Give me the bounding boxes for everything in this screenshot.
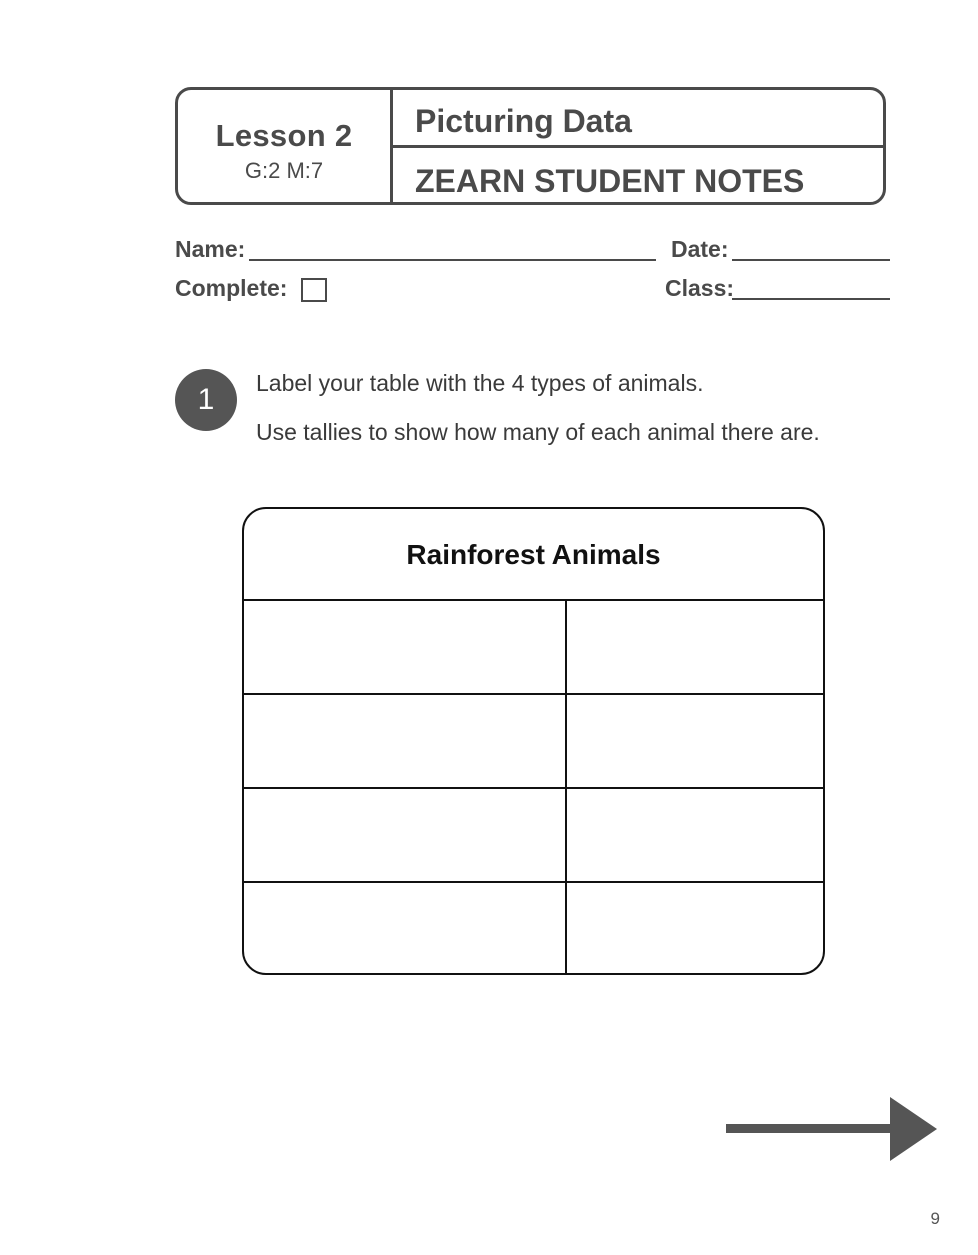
table-title: Rainforest Animals [406,539,661,570]
table-title-row [244,509,823,601]
complete-label: Complete: [175,275,288,301]
animal-cell[interactable] [244,601,567,693]
complete-checkbox[interactable] [301,278,327,302]
class-field[interactable] [732,298,890,300]
rainforest-animals-table [242,507,825,975]
instruction-line-1: Label your table with the 4 types of animals. [256,370,704,396]
name-label: Name: [175,236,246,262]
lesson-header [175,87,886,205]
animal-cell[interactable] [244,789,567,881]
table-row [244,601,823,695]
instruction-line-2: Use tallies to show how many of each animal there are. [256,419,820,445]
class-label: Class: [665,275,735,301]
notes-title-panel [393,148,883,202]
tally-cell[interactable] [567,601,823,693]
table-row [244,789,823,883]
lesson-info-panel [178,90,393,202]
tally-cell[interactable] [567,883,823,975]
lesson-title: Lesson 2 [215,118,353,153]
module-title-panel [393,90,883,148]
right-arrow-icon[interactable] [724,1096,940,1162]
table-row [244,695,823,789]
notes-title: ZEARN STUDENT NOTES [415,163,805,199]
tally-cell[interactable] [567,695,823,787]
page-number: 9 [930,1209,940,1228]
date-field[interactable] [732,259,890,261]
name-field[interactable] [249,259,656,261]
lesson-code: G:2 M:7 [244,158,324,183]
table-row [244,883,823,975]
tally-cell[interactable] [567,789,823,881]
step-number-badge: 1 [175,369,237,431]
animal-cell[interactable] [244,695,567,787]
date-label: Date: [671,236,729,262]
animal-cell[interactable] [244,883,567,975]
module-title: Picturing Data [415,103,632,139]
